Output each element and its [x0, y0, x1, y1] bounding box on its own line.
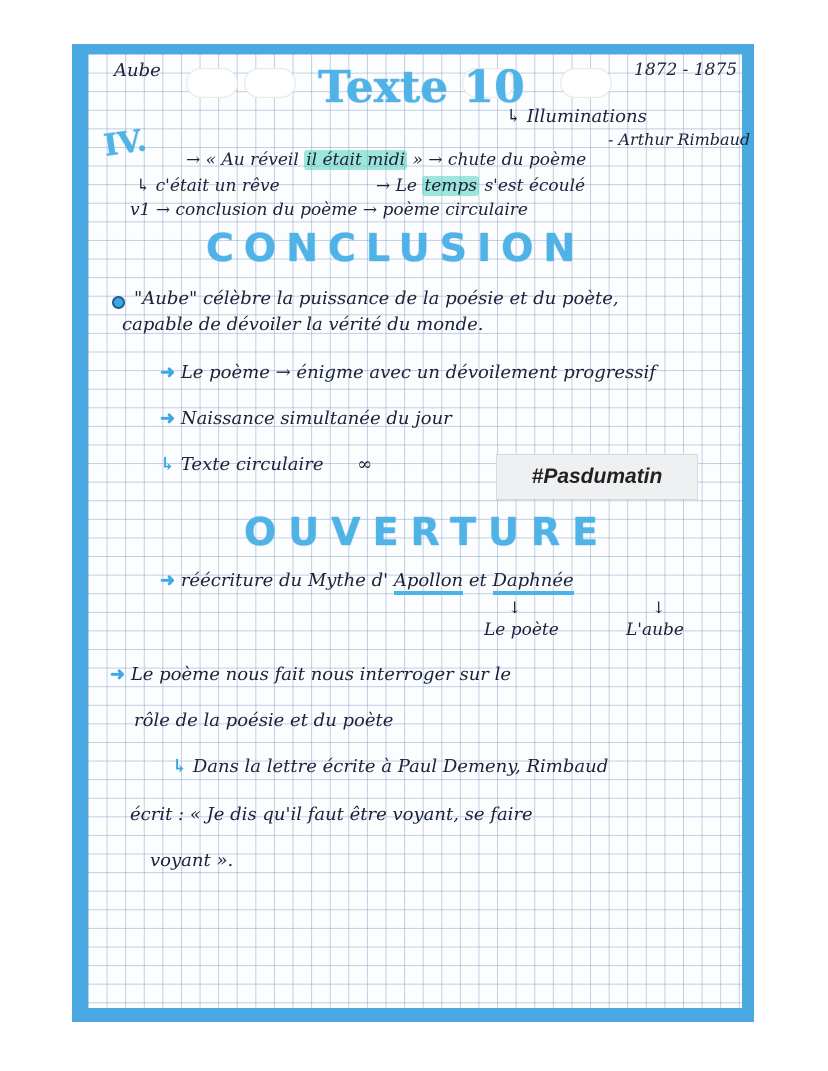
- daphne-word: Daphnée: [493, 570, 574, 595]
- line1-prefix: → « Au réveil: [186, 150, 299, 170]
- section-iv-line-2a: ↳ c'était un rêve: [136, 176, 280, 196]
- binder-hole: [244, 68, 296, 98]
- note-daphne: L'aube: [626, 620, 684, 640]
- curved-arrow-icon: ↳: [172, 756, 188, 777]
- arrow-icon: ➜: [160, 362, 176, 383]
- conclusion-point-3: [160, 454, 372, 475]
- conclusion-para-line-2: capable de dévoiler la vérité du monde.: [122, 314, 484, 335]
- ouverture-para-line-2: rôle de la poésie et du poète: [134, 710, 394, 731]
- header-dates: 1872 - 1875: [634, 60, 738, 80]
- binder-hole: [560, 68, 612, 98]
- point1-text: Le poème → énigme avec un dévoilement progressif: [180, 362, 656, 383]
- point2-text: Naissance simultanée du jour: [180, 408, 452, 429]
- highlight-midi: il était midi: [306, 150, 406, 170]
- infinity-symbol: ∞: [357, 454, 373, 475]
- binder-hole: [186, 68, 238, 98]
- line1-suffix: » → chute du poème: [412, 150, 587, 170]
- conclusion-point-2: [160, 408, 452, 429]
- source-author: - Arthur Rimbaud: [608, 130, 751, 149]
- line2b-prefix: → Le: [376, 176, 417, 196]
- hashtag-sticker: #Pasdumatin: [496, 454, 698, 500]
- conclusion-point-1: [160, 362, 656, 383]
- apollon-word: Apollon: [394, 570, 463, 595]
- page-title: Texte 10: [318, 62, 525, 113]
- section-iv-line-2b: [376, 176, 585, 196]
- bullet-dot: [112, 296, 125, 309]
- highlight-temps: temps: [424, 176, 478, 196]
- ouverture-line-1: [160, 570, 574, 591]
- arrow-icon: ➜: [110, 664, 126, 685]
- curved-arrow-icon: ↳: [160, 454, 176, 475]
- line2b-suffix: s'est écoulé: [484, 176, 586, 196]
- point3-text: Texte circulaire: [180, 454, 324, 475]
- down-arrow-daphne: ↓: [652, 598, 666, 617]
- ouverture-line1-mid: et: [468, 570, 487, 591]
- conclusion-para-line-1: "Aube" célèbre la puissance de la poésie et du poète,: [134, 288, 619, 309]
- arrow-icon: ➜: [160, 408, 176, 429]
- section-iv-line-3: v1 → conclusion du poème → poème circulaire: [130, 200, 528, 220]
- ouverture-line1-prefix: réécriture du Mythe d': [180, 570, 389, 591]
- ouverture-para-line-1: [110, 664, 511, 685]
- ouverture-para-line1-text: Le poème nous fait nous interroger sur le: [130, 664, 512, 685]
- ouverture-para-line-5: voyant ».: [150, 850, 234, 871]
- section-iv-line-1: [186, 150, 586, 170]
- note-apollon: Le poète: [484, 620, 559, 640]
- down-arrow-apollon: ↓: [508, 598, 522, 617]
- header-left-label: Aube: [114, 60, 161, 81]
- section-numeral: IV.: [101, 123, 149, 164]
- conclusion-heading: CONCLUSION: [206, 226, 586, 270]
- ouverture-heading: OUVERTURE: [244, 510, 611, 554]
- ouverture-para-line-3: [172, 756, 608, 777]
- source-work: ↳ Illuminations: [506, 106, 647, 127]
- arrow-icon: ➜: [160, 570, 176, 591]
- ouverture-para-line-4: écrit : « Je dis qu'il faut être voyant, se faire: [130, 804, 533, 825]
- ouverture-para-line3-text: Dans la lettre écrite à Paul Demeny, Rimbaud: [192, 756, 609, 777]
